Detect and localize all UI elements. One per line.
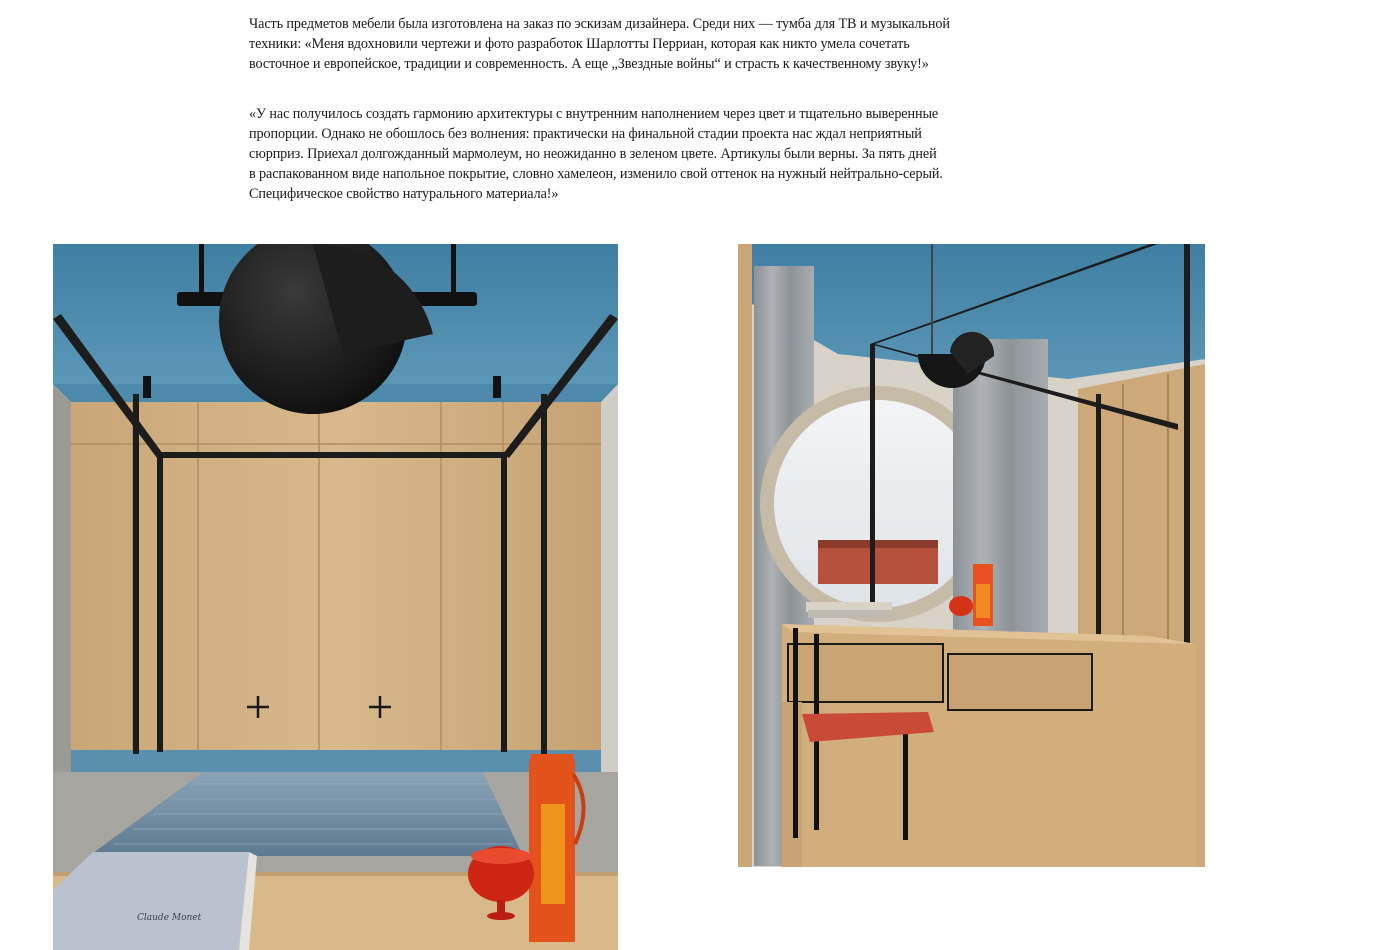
bedroom-photo <box>53 244 618 950</box>
article-paragraph-1 <box>249 14 1049 74</box>
paragraph-line: техники: «Меня вдохновили чертежи и фото разработок Шарлотты Перриан, которая как никто умела сочетать <box>249 36 910 52</box>
bedroom-photo-illustration <box>53 244 618 950</box>
paragraph-line: «У нас получилось создать гармонию архитектуры с внутренним наполнением через цвет и тщательно выверенные <box>249 106 939 122</box>
article-paragraph-2 <box>249 104 1049 204</box>
desk-photo-illustration <box>738 244 1205 867</box>
paragraph-line: пропорции. Однако не обошлось без волнения: практически на финальной стадии проекта нас ждал неприятный <box>249 126 922 142</box>
book-cover-text: Claude Monet <box>137 913 202 923</box>
desk-photo <box>738 244 1205 867</box>
paragraph-line: Часть предметов мебели была изготовлена на заказ по эскизам дизайнера. Среди них — тумба для ТВ и музыкальной <box>249 16 950 32</box>
paragraph-line: сюрприз. Приехал долгожданный мармолеум, но неожиданно в зеленом цвете. Артикулы были верны. За пять дней <box>249 146 937 162</box>
paragraph-line: в распакованном виде напольное покрытие, словно хамелеон, изменило свой оттенок на нужный нейтрально-серый. <box>249 166 943 182</box>
paragraph-line: восточное и европейское, традиции и современность. А еще „Звездные войны“ и страсть к качественному звуку!» <box>249 56 929 72</box>
paragraph-line: Специфическое свойство натурального материала!» <box>249 186 559 202</box>
